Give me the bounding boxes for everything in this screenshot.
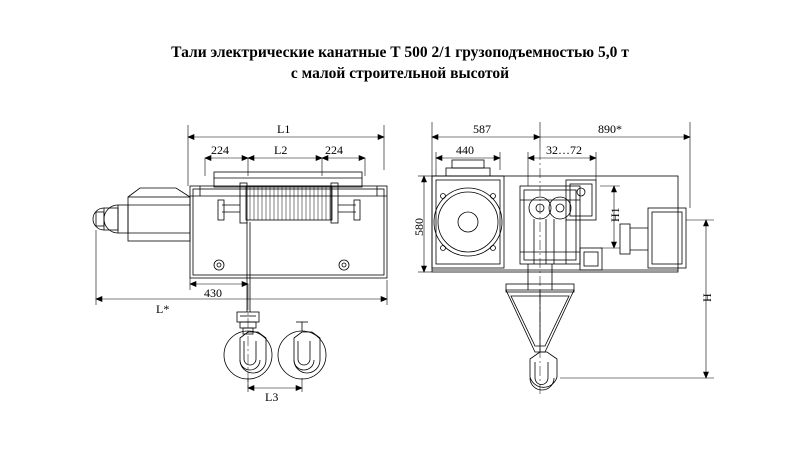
end-view: [432, 150, 686, 395]
dim-580: 580: [412, 218, 426, 236]
dim-H1: Н1: [608, 207, 622, 222]
dim-890: 890*: [598, 122, 622, 136]
dim-587: 587: [473, 122, 491, 136]
dim-440: 440: [456, 143, 474, 157]
dim-L3: L3: [265, 390, 279, 404]
dim-430: 430: [204, 286, 222, 300]
title-line-2: с малой строительной высотой: [290, 65, 510, 82]
dim-H: Н: [700, 293, 714, 302]
side-view-dimensions: [96, 125, 387, 392]
dim-L1: L1: [277, 122, 291, 136]
dim-32-72: 32…72: [546, 143, 582, 157]
side-view: [93, 172, 387, 390]
dim-L2: L2: [274, 143, 288, 157]
dim-L-star: L*: [156, 302, 170, 316]
dim-224-left: 224: [211, 143, 229, 157]
title-line-1: Тали электрические канатные Т 500 2/1 грузоподъемностью 5,0 т: [171, 44, 629, 61]
dim-224-right: 224: [325, 143, 343, 157]
